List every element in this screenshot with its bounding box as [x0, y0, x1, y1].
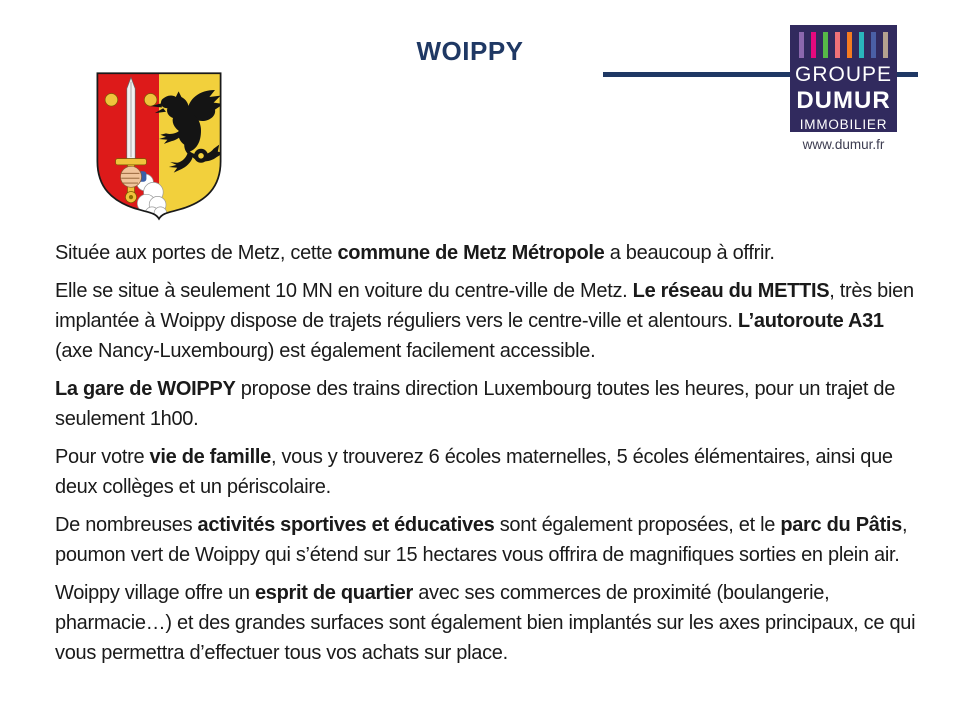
paragraph — [55, 442, 917, 502]
logo-dumur-label: DUMUR — [796, 87, 891, 114]
text-run: , vous y trouverez 6 écoles maternelles, 5 écoles élémentaires, ainsi que deux collèges et un périscolaire. — [55, 446, 893, 498]
bold-text-run: esprit de quartier — [254, 582, 413, 604]
logo-bar — [823, 32, 828, 58]
logo-bar — [871, 32, 876, 58]
bold-text-run: Le réseau du METTIS — [632, 280, 830, 302]
logo-groupe-label: GROUPE — [794, 63, 892, 86]
logo-color-bars — [799, 32, 888, 58]
text-run: , poumon vert de Woippy qui s’étend sur 15 hectares vous offrira de magnifiques sorties en plein air. — [55, 514, 908, 566]
roundel-icon — [105, 94, 118, 107]
groupe-dumur-logo — [790, 25, 897, 132]
logo-bar — [799, 32, 804, 58]
bold-text-run: La gare de WOIPPY — [55, 378, 236, 400]
logo-bar — [811, 32, 816, 58]
text-run: Pour votre — [55, 446, 150, 468]
bold-text-run: activités sportives et éducatives — [197, 514, 495, 536]
text-run: Woippy village offre un — [55, 582, 255, 604]
body-text — [55, 238, 917, 676]
text-run: sont également proposées, et le — [494, 514, 781, 536]
page-title: WOIPPY — [416, 36, 524, 66]
paragraph — [55, 578, 917, 668]
text-run: (axe Nancy-Luxembourg) est également facilement accessible. — [55, 340, 596, 362]
logo-bar — [883, 32, 888, 58]
bold-text-run: commune de Metz Métropole — [337, 242, 605, 264]
bold-text-run: parc du Pâtis — [780, 514, 903, 536]
text-run: avec ses commerces de proximité (boulangerie, pharmacie…) et des grandes surfaces sont également bien implantés sur les axes principaux, ce qui vous permettra d’effectuer tous vos achats sur place. — [55, 582, 916, 664]
logo-immobilier-label: IMMOBILIER — [799, 117, 888, 132]
paragraph — [55, 238, 917, 268]
woippy-coat-of-arms-icon — [89, 69, 229, 223]
logo-bar — [835, 32, 840, 58]
logo-bar — [847, 32, 852, 58]
logo-website-url: www.dumur.fr — [802, 137, 885, 152]
logo-bar — [859, 32, 864, 58]
bold-text-run: vie de famille — [149, 446, 271, 468]
bold-text-run: L’autoroute A31 — [737, 310, 884, 332]
text-run: a beaucoup à offrir. — [604, 242, 775, 264]
paragraph — [55, 374, 917, 434]
roundel-icon — [144, 94, 157, 107]
text-run: De nombreuses — [55, 514, 198, 536]
paragraph — [55, 276, 917, 366]
paragraph — [55, 510, 917, 570]
text-run: Située aux portes de Metz, cette — [55, 242, 338, 264]
text-run: Elle se situe à seulement 10 MN en voiture du centre-ville de Metz. — [55, 280, 633, 302]
text-run: , très bien implantée à Woippy dispose de trajets réguliers vers le centre-ville et alentours. — [55, 280, 914, 332]
text-run: propose des trains direction Luxembourg toutes les heures, pour un trajet de seulement 1h00. — [55, 378, 896, 430]
